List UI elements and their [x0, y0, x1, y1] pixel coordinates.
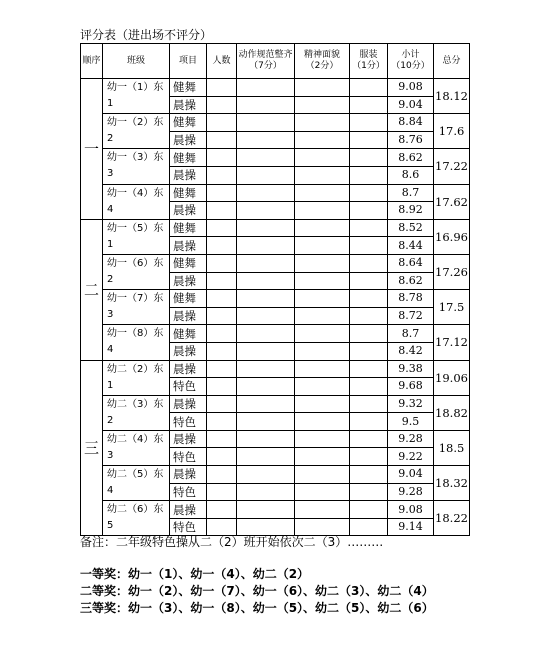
spirit-cell [295, 290, 350, 308]
people-cell [207, 378, 237, 396]
standard-cell [237, 202, 295, 220]
spirit-cell [295, 501, 350, 519]
item-cell: 特色 [170, 518, 207, 536]
spirit-cell [295, 325, 350, 343]
class-name-cell: 幼二（2）东1 [103, 360, 170, 395]
spirit-cell [295, 149, 350, 167]
subtotal-cell: 8.7 [388, 184, 434, 202]
header-spirit: 精神面貌 （2分） [295, 44, 350, 79]
costume-cell [350, 184, 388, 202]
costume-cell [350, 131, 388, 149]
header-item: 项目 [170, 44, 207, 79]
costume-cell [350, 307, 388, 325]
costume-cell [350, 202, 388, 220]
spirit-cell [295, 184, 350, 202]
total-cell: 17.22 [434, 149, 470, 184]
note-text: 备注：二年级特色操从二（2）班开始依次二（3）……… [80, 535, 384, 549]
standard-cell [237, 342, 295, 360]
subtotal-cell: 8.44 [388, 237, 434, 255]
people-cell [207, 96, 237, 114]
people-cell [207, 202, 237, 220]
subtotal-cell: 8.78 [388, 290, 434, 308]
standard-cell [237, 184, 295, 202]
standard-cell [237, 518, 295, 536]
standard-cell [237, 501, 295, 519]
total-cell: 17.6 [434, 114, 470, 149]
subtotal-cell: 9.08 [388, 79, 434, 97]
class-name-cell: 幼一（7）东3 [103, 290, 170, 325]
standard-cell [237, 166, 295, 184]
costume-cell [350, 360, 388, 378]
people-cell [207, 430, 237, 448]
people-cell [207, 131, 237, 149]
subtotal-cell: 8.52 [388, 219, 434, 237]
standard-cell [237, 149, 295, 167]
people-cell [207, 325, 237, 343]
people-cell [207, 413, 237, 431]
item-cell: 晨操 [170, 342, 207, 360]
table-row [81, 290, 470, 308]
people-cell [207, 254, 237, 272]
total-cell: 18.5 [434, 430, 470, 465]
class-name-cell: 幼一（2）东2 [103, 114, 170, 149]
class-name-cell: 幼二（4）东3 [103, 430, 170, 465]
total-cell: 16.96 [434, 219, 470, 254]
total-cell: 18.12 [434, 79, 470, 114]
table-row [81, 466, 470, 484]
costume-cell [350, 448, 388, 466]
score-table [80, 43, 470, 536]
group-seq-cell: 一 [81, 79, 103, 220]
standard-cell [237, 131, 295, 149]
subtotal-cell: 9.08 [388, 501, 434, 519]
standard-cell [237, 219, 295, 237]
spirit-cell [295, 430, 350, 448]
item-cell: 健舞 [170, 290, 207, 308]
costume-cell [350, 114, 388, 132]
people-cell [207, 237, 237, 255]
class-name-cell: 幼二（5）东4 [103, 466, 170, 501]
item-cell: 健舞 [170, 254, 207, 272]
costume-cell [350, 166, 388, 184]
subtotal-cell: 9.28 [388, 430, 434, 448]
standard-cell [237, 237, 295, 255]
costume-cell [350, 518, 388, 536]
header-seq: 顺序 [81, 44, 103, 79]
subtotal-cell: 9.38 [388, 360, 434, 378]
costume-cell [350, 501, 388, 519]
item-cell: 特色 [170, 378, 207, 396]
subtotal-cell: 9.22 [388, 448, 434, 466]
item-cell: 晨操 [170, 272, 207, 290]
costume-cell [350, 219, 388, 237]
spirit-cell [295, 448, 350, 466]
item-cell: 晨操 [170, 360, 207, 378]
header-subtotal: 小计 （10分） [388, 44, 434, 79]
standard-cell [237, 96, 295, 114]
people-cell [207, 518, 237, 536]
costume-cell [350, 413, 388, 431]
total-cell: 19.06 [434, 360, 470, 395]
award-first: 一等奖：幼一（1）、幼一（4）、幼二（2） [80, 567, 310, 581]
subtotal-cell: 9.5 [388, 413, 434, 431]
standard-cell [237, 272, 295, 290]
class-name-cell: 幼一（4）东4 [103, 184, 170, 219]
subtotal-cell: 9.32 [388, 395, 434, 413]
spirit-cell [295, 96, 350, 114]
people-cell [207, 166, 237, 184]
class-name-cell: 幼二（6）东5 [103, 501, 170, 536]
spirit-cell [295, 272, 350, 290]
standard-cell [237, 378, 295, 396]
subtotal-cell: 8.62 [388, 149, 434, 167]
subtotal-cell: 9.68 [388, 378, 434, 396]
spirit-cell [295, 413, 350, 431]
people-cell [207, 114, 237, 132]
standard-cell [237, 483, 295, 501]
standard-cell [237, 466, 295, 484]
table-row [81, 254, 470, 272]
standard-cell [237, 290, 295, 308]
people-cell [207, 342, 237, 360]
award-third: 三等奖：幼一（3）、幼一（8）、幼一（5）、幼二（5）、幼二（6） [80, 601, 434, 615]
subtotal-cell: 9.04 [388, 466, 434, 484]
table-header-row [81, 44, 470, 79]
subtotal-cell: 8.42 [388, 342, 434, 360]
people-cell [207, 483, 237, 501]
spirit-cell [295, 202, 350, 220]
spirit-cell [295, 483, 350, 501]
table-row [81, 184, 470, 202]
spirit-cell [295, 131, 350, 149]
header-class: 班级 [103, 44, 170, 79]
item-cell: 晨操 [170, 395, 207, 413]
costume-cell [350, 325, 388, 343]
table-row [81, 149, 470, 167]
item-cell: 晨操 [170, 166, 207, 184]
subtotal-cell: 8.76 [388, 131, 434, 149]
subtotal-cell: 8.72 [388, 307, 434, 325]
table-row [81, 79, 470, 97]
spirit-cell [295, 342, 350, 360]
spirit-cell [295, 518, 350, 536]
costume-cell [350, 79, 388, 97]
spirit-cell [295, 254, 350, 272]
total-cell: 18.22 [434, 501, 470, 536]
total-cell: 17.5 [434, 290, 470, 325]
item-cell: 晨操 [170, 307, 207, 325]
costume-cell [350, 149, 388, 167]
header-total: 总分 [434, 44, 470, 79]
item-cell: 健舞 [170, 149, 207, 167]
spirit-cell [295, 219, 350, 237]
total-cell: 18.82 [434, 395, 470, 430]
costume-cell [350, 254, 388, 272]
standard-cell [237, 430, 295, 448]
people-cell [207, 79, 237, 97]
header-people: 人数 [207, 44, 237, 79]
class-name-cell: 幼二（3）东2 [103, 395, 170, 430]
item-cell: 特色 [170, 448, 207, 466]
group-seq-cell: 三 [81, 360, 103, 536]
people-cell [207, 219, 237, 237]
header-costume: 服装 （1分） [350, 44, 388, 79]
item-cell: 健舞 [170, 114, 207, 132]
table-row [81, 360, 470, 378]
item-cell: 晨操 [170, 237, 207, 255]
standard-cell [237, 325, 295, 343]
spirit-cell [295, 466, 350, 484]
item-cell: 晨操 [170, 466, 207, 484]
table-row [81, 219, 470, 237]
standard-cell [237, 395, 295, 413]
people-cell [207, 307, 237, 325]
table-row [81, 325, 470, 343]
table-row [81, 501, 470, 519]
class-name-cell: 幼一（3）东3 [103, 149, 170, 184]
costume-cell [350, 430, 388, 448]
total-cell: 17.62 [434, 184, 470, 219]
costume-cell [350, 272, 388, 290]
people-cell [207, 184, 237, 202]
group-seq-cell: 二 [81, 219, 103, 360]
item-cell: 晨操 [170, 96, 207, 114]
subtotal-cell: 8.92 [388, 202, 434, 220]
subtotal-cell: 8.7 [388, 325, 434, 343]
costume-cell [350, 378, 388, 396]
costume-cell [350, 466, 388, 484]
item-cell: 晨操 [170, 131, 207, 149]
spirit-cell [295, 360, 350, 378]
subtotal-cell: 8.6 [388, 166, 434, 184]
costume-cell [350, 96, 388, 114]
item-cell: 健舞 [170, 219, 207, 237]
costume-cell [350, 290, 388, 308]
document-title: 评分表（进出场不评分） [80, 28, 213, 42]
header-standard: 动作规范整齐 （7分） [237, 44, 295, 79]
table-body [81, 79, 470, 536]
item-cell: 特色 [170, 483, 207, 501]
standard-cell [237, 114, 295, 132]
subtotal-cell: 9.04 [388, 96, 434, 114]
class-name-cell: 幼一（6）东2 [103, 254, 170, 289]
class-name-cell: 幼一（1）东1 [103, 79, 170, 114]
standard-cell [237, 413, 295, 431]
total-cell: 18.32 [434, 466, 470, 501]
spirit-cell [295, 79, 350, 97]
subtotal-cell: 8.84 [388, 114, 434, 132]
people-cell [207, 290, 237, 308]
total-cell: 17.12 [434, 325, 470, 360]
table-row [81, 430, 470, 448]
standard-cell [237, 360, 295, 378]
spirit-cell [295, 378, 350, 396]
item-cell: 健舞 [170, 79, 207, 97]
spirit-cell [295, 395, 350, 413]
standard-cell [237, 254, 295, 272]
item-cell: 晨操 [170, 202, 207, 220]
table-row [81, 114, 470, 132]
standard-cell [237, 307, 295, 325]
people-cell [207, 272, 237, 290]
people-cell [207, 466, 237, 484]
people-cell [207, 149, 237, 167]
people-cell [207, 395, 237, 413]
class-name-cell: 幼一（8）东4 [103, 325, 170, 360]
total-cell: 17.26 [434, 254, 470, 289]
costume-cell [350, 342, 388, 360]
people-cell [207, 501, 237, 519]
costume-cell [350, 483, 388, 501]
subtotal-cell: 9.28 [388, 483, 434, 501]
people-cell [207, 360, 237, 378]
spirit-cell [295, 114, 350, 132]
item-cell: 健舞 [170, 325, 207, 343]
award-second: 二等奖：幼一（2）、幼一（7）、幼一（6）、幼二（3）、幼二（4） [80, 584, 434, 598]
item-cell: 健舞 [170, 184, 207, 202]
subtotal-cell: 8.64 [388, 254, 434, 272]
subtotal-cell: 8.62 [388, 272, 434, 290]
spirit-cell [295, 166, 350, 184]
item-cell: 晨操 [170, 501, 207, 519]
subtotal-cell: 9.14 [388, 518, 434, 536]
table-row [81, 395, 470, 413]
standard-cell [237, 448, 295, 466]
people-cell [207, 448, 237, 466]
item-cell: 特色 [170, 413, 207, 431]
class-name-cell: 幼一（5）东1 [103, 219, 170, 254]
spirit-cell [295, 307, 350, 325]
item-cell: 晨操 [170, 430, 207, 448]
standard-cell [237, 79, 295, 97]
costume-cell [350, 237, 388, 255]
spirit-cell [295, 237, 350, 255]
costume-cell [350, 395, 388, 413]
